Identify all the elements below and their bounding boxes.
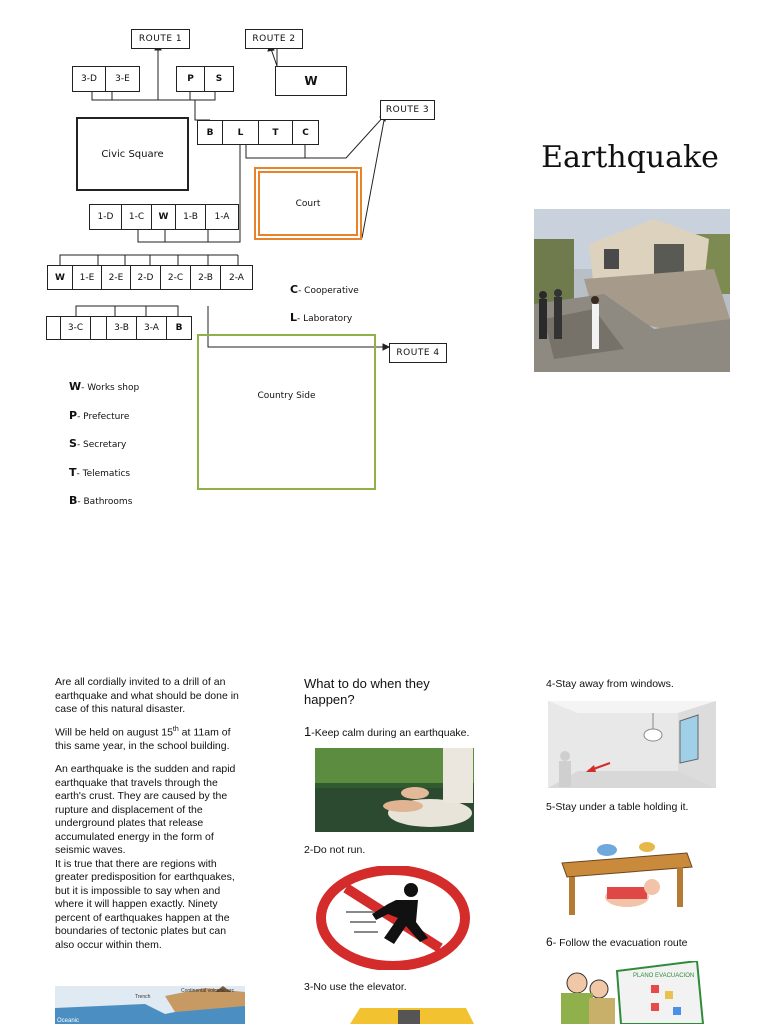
- meditation-photo: [315, 748, 474, 832]
- classrooms-3d-3e: [72, 66, 140, 92]
- bathroom-cell: B: [167, 316, 192, 340]
- step-3: 3-No use the elevator.: [304, 981, 407, 993]
- civic-square: Civic Square: [76, 117, 189, 191]
- oceanic-label: Oceanic: [57, 1018, 80, 1024]
- classroom-2e: 2-E: [102, 265, 131, 290]
- evacuation-route-illustration: [547, 961, 727, 1024]
- legend-item: L- Laboratory: [290, 311, 353, 324]
- classroom-1e: 1-E: [73, 265, 102, 290]
- legend-item: B- Bathrooms: [69, 494, 133, 507]
- empty-cell: [91, 316, 107, 340]
- window-illustration: [548, 701, 716, 788]
- classrooms-row-2: [47, 265, 253, 290]
- route-2-box: ROUTE 2: [245, 29, 303, 49]
- court-label: Court: [258, 171, 358, 236]
- date-paragraph: Will be held on august 15th at 11am of this same year, in the school building.: [55, 725, 231, 752]
- legend-item: P- Prefecture: [69, 408, 130, 422]
- telematics-cell: T: [259, 120, 293, 145]
- step-5: 5-Stay under a table holding it.: [546, 801, 689, 813]
- classroom-2d: 2-D: [131, 265, 161, 290]
- country-side-label: Country Side: [257, 391, 316, 401]
- classrooms-row-3: [46, 316, 192, 340]
- empty-cell: [46, 316, 61, 340]
- classroom-3a: 3-A: [137, 316, 167, 340]
- no-running-sign: [316, 866, 470, 970]
- classroom-2b: 2-B: [191, 265, 221, 290]
- classroom-3b: 3-B: [107, 316, 137, 340]
- classrooms-row-1: [89, 204, 239, 230]
- classroom-2c: 2-C: [161, 265, 191, 290]
- invitation-column: [55, 676, 247, 958]
- legend-item: C- Cooperative: [290, 283, 359, 296]
- bltc-block: [197, 120, 319, 145]
- classroom-3e: 3-E: [106, 66, 140, 92]
- what-to-do-heading: What to do when they happen?: [304, 676, 430, 707]
- classroom-1c: 1-C: [122, 204, 152, 230]
- step-2: 2-Do not run.: [304, 844, 366, 856]
- classroom-3d: 3-D: [72, 66, 106, 92]
- workshop-cell: W: [152, 204, 176, 230]
- step-6: 6- Follow the evacuation route: [546, 935, 688, 949]
- under-table-illustration: [547, 825, 702, 922]
- classroom-1b: 1-B: [176, 204, 206, 230]
- arc-label: Continental volcanic arc: [181, 988, 235, 994]
- definition-paragraph: An earthquake is the sudden and rapid earthquake that travels through the earth's crust. They are caused by the rupture and displacement of the underground plates that release accumulated energy in the form of seismic waves.: [55, 763, 236, 856]
- plan-label: PLANO EVACUACION: [633, 973, 695, 979]
- step-4: 4-Stay away from windows.: [546, 678, 674, 690]
- route-4-box: ROUTE 4: [389, 343, 447, 363]
- tectonic-plates-diagram: [55, 986, 245, 1024]
- legend-item: T- Telematics: [69, 465, 131, 479]
- prefecture-cell: P: [176, 66, 205, 92]
- regions-paragraph: It is true that there are regions with greater predisposition for earthquakes, but it is impossible to say when and where it will happen exactly. Ninety percent of earthquakes happen at the boundaries of tectonic plates but can also occur within them.: [55, 857, 235, 951]
- earthquake-photo: [534, 209, 730, 372]
- legend-right: [290, 283, 359, 324]
- classroom-3c: 3-C: [61, 316, 91, 340]
- classroom-1a: 1-A: [206, 204, 239, 230]
- country-side-box: [197, 334, 376, 490]
- workshop-cell: W: [47, 265, 73, 290]
- classroom-1d: 1-D: [89, 204, 122, 230]
- classroom-2a: 2-A: [221, 265, 253, 290]
- route-3-box: ROUTE 3: [380, 100, 435, 120]
- cooperative-cell: C: [293, 120, 319, 145]
- workshop-box: W: [275, 66, 347, 96]
- trench-label: Trench: [135, 994, 151, 1000]
- legend-item: S- Secretary: [69, 437, 127, 450]
- court-box: [254, 167, 362, 240]
- invitation-paragraph: Are all cordially invited to a drill of an earthquake and what should be done in case of this natural disaster.: [55, 676, 239, 715]
- prefecture-secretary-block: [176, 66, 234, 92]
- cover-title: Earthquake: [541, 140, 719, 175]
- laboratory-cell: L: [223, 120, 259, 145]
- route-1-box: ROUTE 1: [131, 29, 190, 49]
- elevator-image: [340, 1002, 476, 1024]
- bathroom-cell: B: [197, 120, 223, 145]
- legend-left: [69, 380, 139, 507]
- secretary-cell: S: [205, 66, 234, 92]
- legend-item: W- Works shop: [69, 380, 140, 393]
- step-1: 1-Keep calm during an earthquake.: [304, 724, 470, 739]
